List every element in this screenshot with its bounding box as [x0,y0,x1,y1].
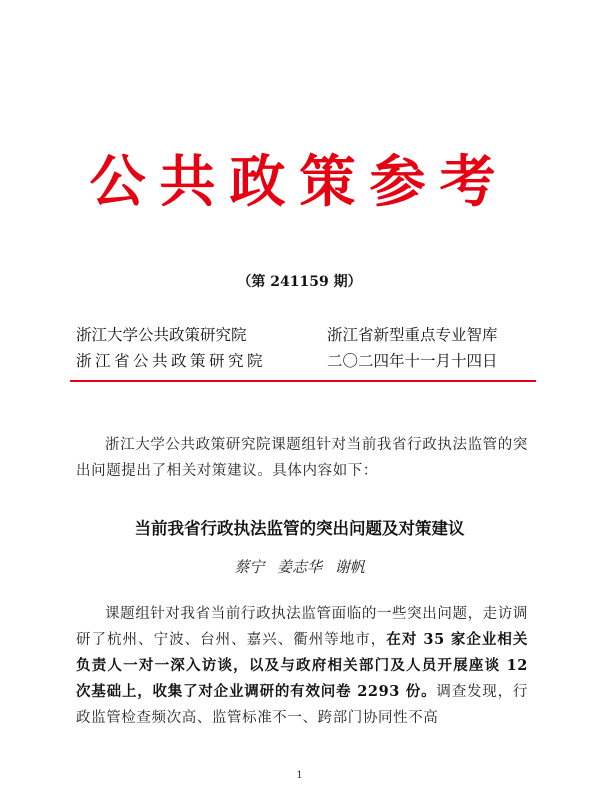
body-text-regular: 课题组针对我省当前行政执法监管面临的一些突出问题，走访调研了杭州、宁波、台州、嘉兴、衢州等地市， [76,606,528,648]
publisher-right [327,322,498,374]
intro-paragraph: 浙江大学公共政策研究院课题组针对当前我省行政执法监管的突出问题提出了相关对策建议。具体内容如下： [76,437,528,479]
publication-date: 二〇二四年十一月十四日 [327,352,498,370]
article-authors: 蔡宁 姜志华 谢帆 [234,558,365,576]
publisher-left [76,322,266,374]
publisher-left-line2: 浙江省公共政策研究院 [76,352,267,370]
issue-number: （第 241159 期） [237,274,362,290]
body-text-continued: 调查发现，行政监管检查频次高、监管标准不一、跨部门协同性不高 [76,684,528,726]
publisher-right-line1: 浙江省新型重点专业智库 [327,326,498,344]
masthead-title: 公共政策参考 [89,149,510,215]
publisher-left-line1: 浙江大学公共政策研究院 [76,326,247,344]
body-text-bold: 在对 35 家企业相关负责人一对一深入访谈，以及与政府相关部门及人员开展座谈 12 次基础上，收集了对企业调研的有效问卷 2293 份。 [76,631,529,700]
body-paragraph [76,601,528,731]
header-divider [70,380,536,382]
page-number: 1 [296,770,303,781]
article-title: 当前我省行政执法监管的突出问题及对策建议 [134,519,465,538]
